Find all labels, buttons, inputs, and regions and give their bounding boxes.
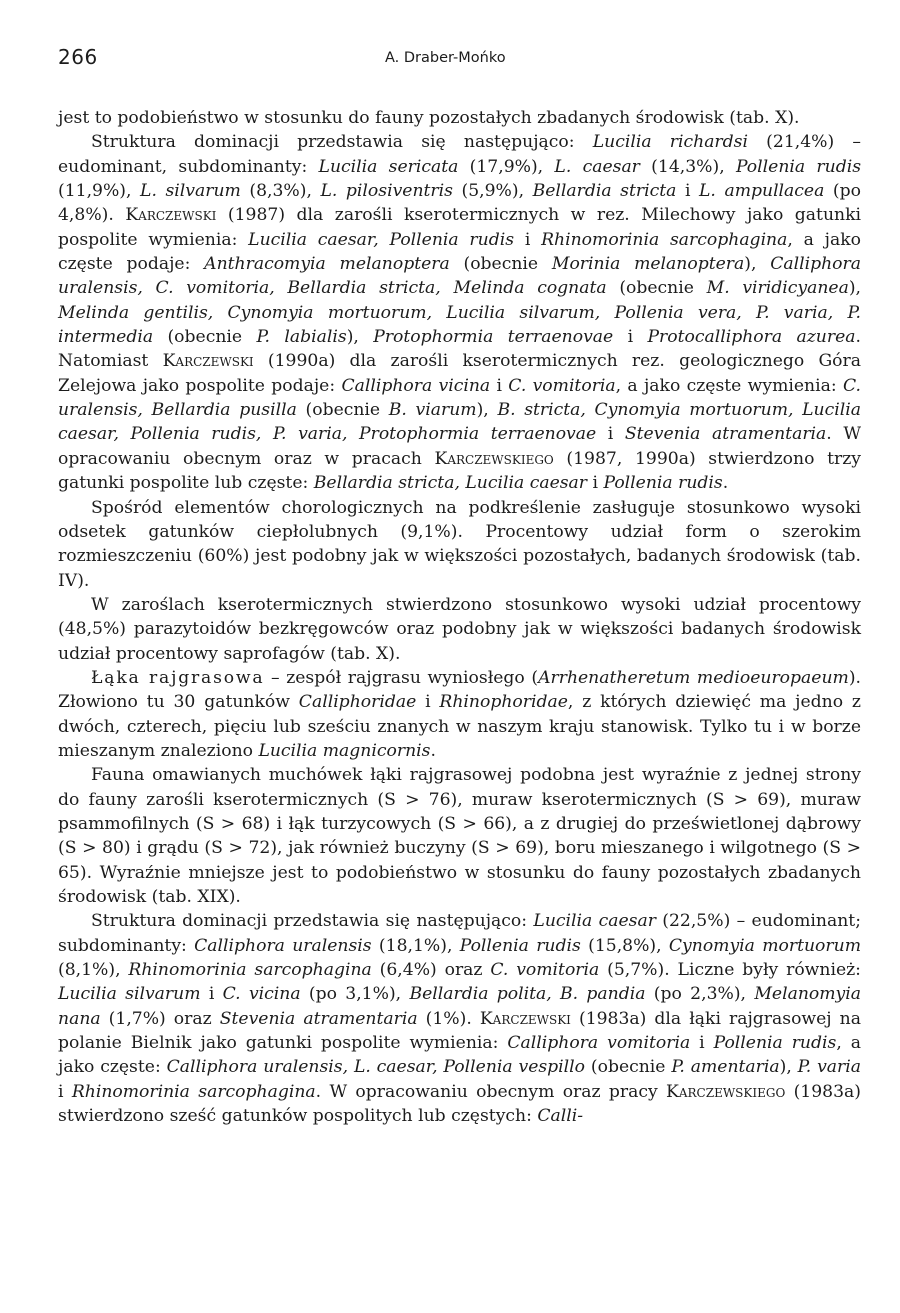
text-run: (po 3,1%), <box>300 984 410 1005</box>
italic-term: Arrhenatheretum medioeuropaeum <box>538 667 849 688</box>
text-run: , z których dziewięć ma jedno z dwóch, czterech, pięciu lub sześciu znanych w naszym kraju stanowisk. Tylko tu i w borze mieszanym znaleziono <box>58 692 861 761</box>
text-run: (1987, 1990a) stwierdzono trzy gatunki pospolite lub częste: <box>58 448 861 494</box>
author-citation: Karczewski <box>125 205 217 226</box>
italic-term: Anthracomyia melanoptera <box>204 254 450 275</box>
text-run: . <box>430 740 436 761</box>
italic-term: Calli- <box>537 1106 584 1127</box>
italic-term: Lucilia caesar <box>533 911 656 932</box>
text-run: (18,1%), <box>371 935 460 956</box>
section-heading: Łąka rajgrasowa <box>91 667 265 688</box>
text-run: (po 4,8%). <box>58 181 861 226</box>
text-run: (1983a) stwierdzono sześć gatunków pospolitych lub częstych: <box>58 1081 862 1127</box>
text-run: (8,3%), <box>240 181 321 202</box>
italic-term: L. caesar <box>554 156 640 177</box>
text-run: (14,3%), <box>639 156 736 177</box>
text-run: i <box>514 229 542 250</box>
text-run: i <box>676 181 700 202</box>
text-run: (obecnie <box>585 1057 672 1078</box>
text-run: (1,7%) oraz <box>100 1008 220 1029</box>
text-run: . Natomiast <box>58 327 861 372</box>
text-run: (1987) dla zarośli kserotermicznych w rez. Milechowy jako gatunki pospolite wymienia: <box>58 205 861 250</box>
text-run: (1990a) dla zarośli kserotermicznych rez. geologicznego Góra Zelejowa jako pospolite podaje: <box>58 351 861 396</box>
text-run: (6,4%) oraz <box>371 960 491 981</box>
italic-term: Calliphoridae <box>298 692 417 713</box>
text-run: i <box>596 424 625 445</box>
text-run: ), <box>779 1057 798 1078</box>
text-run: i <box>587 473 604 494</box>
text-run: jest to podobieństwo w stosunku do fauny pozostałych zbadanych środowisk (tab. X). <box>58 108 800 128</box>
italic-term: Stevenia atramentaria <box>219 1008 418 1029</box>
italic-term: Melinda gentilis, Cynomyia mortuorum, Lucilia silvarum, Pollenia vera, P. varia, P. intermedia <box>58 302 861 348</box>
italic-term: Melanomyia nana <box>58 984 862 1029</box>
text-run: (obecnie <box>449 254 552 275</box>
author-citation: Karczewskiego <box>666 1081 786 1102</box>
italic-term: Lucilia sericata <box>318 156 459 177</box>
text-run: . W opracowaniu obecnym oraz w pracach <box>58 424 862 469</box>
text-run: . <box>722 473 729 494</box>
text-run: (15,8%), <box>580 935 669 956</box>
italic-term: Morinia melanoptera <box>551 254 745 275</box>
text-run: (5,9%), <box>452 181 533 202</box>
text-run: Fauna omawianych muchówek łąki rajgrasowej podobna jest wyraźnie z jednej strony do fauny zarośli kserotermicznych (S > 76), muraw kserotermicznych (S > 69), muraw psammofilnych (S > 68) i łąk turzycowych (S > 66), a z drugiej do prześwietlonej dąbrowy (S > 80) i grądu (S > 72), jak również buczyny (S > 69), boru mieszanego i wilgotnego (S > 65). Wyraźnie mniejsze jest to podobieństwo w stosunku do fauny pozostałych zbadanych środowisk (tab. XIX). <box>58 765 861 907</box>
text-run: (obecnie <box>296 400 389 421</box>
italic-term: Pollenia rudis <box>735 156 862 177</box>
text-run: i <box>58 1081 72 1102</box>
text-run: (17,9%), <box>458 156 555 177</box>
italic-term: Calliphora uralensis, C. vomitoria, Bellardia stricta, Melinda cognata <box>58 254 861 299</box>
italic-term: L. pilosiventris <box>320 181 453 202</box>
author-citation: Karczewskiego <box>434 448 554 469</box>
text-run: – zespół rajgrasu wyniosłego ( <box>264 667 539 688</box>
page-number: 266 <box>58 45 98 69</box>
text-run: Struktura dominacji przedstawia się następująco: <box>91 911 534 932</box>
italic-term: M. viridicyanea <box>706 278 849 299</box>
italic-term: Bellardia stricta, Lucilia caesar <box>313 473 588 494</box>
text-run: (22,5%) – eudominant; subdominanty: <box>58 911 862 956</box>
italic-term: P. amentaria <box>671 1057 780 1078</box>
text-run: W zaroślach kserotermicznych stwierdzono stosunkowo wysoki udział procentowy (48,5%) parazytoidów bezkręgowców oraz podobny jak w większości badanych środowisk udział procentowy saprofagów (tab. X). <box>58 594 861 664</box>
italic-term: Rhinophoridae <box>439 692 568 713</box>
italic-term: Cynomyia mortuorum <box>668 935 861 956</box>
text-run: ), <box>744 254 771 275</box>
text-run: , a jako częste: <box>58 1033 861 1078</box>
text-run: (po 2,3%), <box>645 984 755 1005</box>
italic-term: Calliphora vicina <box>341 375 491 396</box>
italic-term: Rhinomorinia sarcophagina <box>128 960 372 981</box>
running-head: A. Draber-Mońko <box>385 50 506 66</box>
text-run: ). Złowiono tu 30 gatunków <box>58 667 861 713</box>
italic-term: C. uralensis, Bellardia pusilla <box>58 375 861 421</box>
italic-term: B. stricta, Cynomyia mortuorum, Lucilia caesar, Pollenia rudis, P. varia, Protophormia terraenovae <box>58 400 861 445</box>
paragraph-p6 <box>58 763 861 909</box>
italic-term: B. viarum <box>388 400 477 421</box>
text-run: (11,9%), <box>58 181 141 202</box>
text-run: . W opracowaniu obecnym oraz pracy <box>315 1081 667 1102</box>
italic-term: Pollenia rudis <box>603 473 723 494</box>
italic-term: Stevenia atramentaria <box>624 424 827 445</box>
paragraph-p2 <box>58 130 861 495</box>
italic-term: P. varia <box>797 1057 861 1078</box>
italic-term: Calliphora vomitoria <box>507 1033 691 1054</box>
paragraph-p3 <box>58 496 861 593</box>
text-run: (obecnie <box>606 278 707 299</box>
author-citation: Karczewski <box>162 351 254 372</box>
text-run: (8,1%), <box>58 960 129 981</box>
italic-term: Calliphora uralensis, L. caesar, Pollenia vespillo <box>166 1057 586 1078</box>
italic-term: C. vomitoria <box>490 960 600 981</box>
body-text <box>58 106 861 1128</box>
text-run: ), <box>476 400 498 421</box>
italic-term: Protocalliphora azurea <box>647 327 856 348</box>
italic-term: C. vicina <box>222 984 301 1005</box>
italic-term: L. silvarum <box>140 181 241 202</box>
text-run: ), <box>848 278 861 299</box>
italic-term: Rhinomorinia sarcophagina <box>541 229 788 250</box>
text-run: , a jako częste wymienia: <box>615 375 843 396</box>
italic-term: L. ampullacea <box>699 181 825 202</box>
italic-term: Lucilia silvarum <box>58 984 201 1005</box>
text-run: , a jako częste podaje: <box>58 229 861 275</box>
italic-term: C. vomitoria <box>508 375 616 396</box>
italic-term: P. labialis <box>256 327 347 348</box>
text-run: (5,7%). Liczne były również: <box>599 960 861 981</box>
italic-term: Lucilia magnicornis <box>258 740 431 761</box>
text-run: (1983a) dla łąki rajgrasowej na polanie Bielnik jako gatunki pospolite wymienia: <box>58 1008 861 1054</box>
paragraph-p4 <box>58 593 861 666</box>
paragraph-p5 <box>58 666 861 763</box>
italic-term: Rhinomorinia sarcophagina <box>71 1081 316 1102</box>
text-run: Spośród elementów chorologicznych na podkreślenie zasługuje stosunkowo wysoki odsetek gatunków ciepłolubnych (9,1%). Procentowy udział form o szerokim rozmieszczeniu (60%) jest podobny jak w większości pozostałych, badanych środowisk (tab. IV). <box>58 497 861 591</box>
page-header <box>58 45 860 71</box>
text-run: Struktura dominacji przedstawia się następująco: <box>91 132 593 153</box>
italic-term: Lucilia richardsi <box>592 132 748 153</box>
text-run: i <box>613 327 648 348</box>
italic-term: Calliphora uralensis <box>194 935 372 956</box>
text-run: i <box>490 375 509 396</box>
italic-term: Pollenia rudis <box>459 935 581 956</box>
italic-term: Bellardia stricta <box>532 181 677 202</box>
text-run: ), <box>346 327 374 348</box>
author-citation: Karczewski <box>479 1008 571 1029</box>
paragraph-p7 <box>58 909 861 1128</box>
italic-term: Protophormia terraenovae <box>373 327 614 348</box>
text-run: (obecnie <box>153 327 257 348</box>
paragraph-p1 <box>58 106 861 130</box>
text-run: i <box>690 1033 714 1054</box>
text-run: i <box>416 692 440 713</box>
text-run: (1%). <box>417 1008 480 1029</box>
italic-term: Lucilia caesar, Pollenia rudis <box>248 229 515 250</box>
text-run: (21,4%) – eudominant, subdominanty: <box>58 132 861 177</box>
italic-term: Pollenia rudis <box>713 1033 837 1054</box>
italic-term: Bellardia polita, B. pandia <box>409 984 646 1005</box>
text-run: i <box>200 984 223 1005</box>
